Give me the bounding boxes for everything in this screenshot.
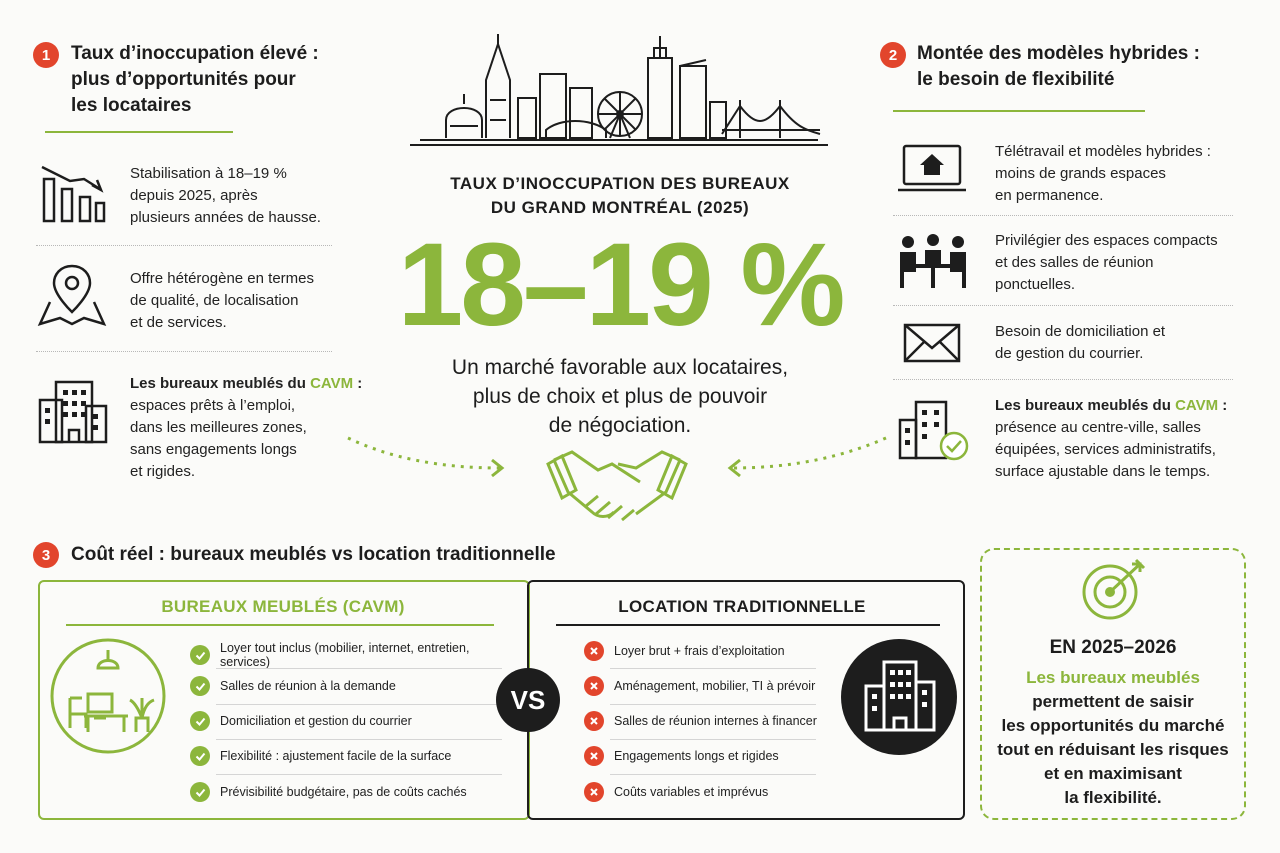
divider <box>893 379 1233 380</box>
furnished-list <box>190 638 510 808</box>
section-1-title <box>71 41 371 119</box>
check-icon <box>190 746 210 766</box>
section-1-rule <box>45 131 233 133</box>
section-2-title <box>917 41 1237 93</box>
item-line: de qualité, de localisation <box>130 292 299 309</box>
item-line: espaces prêts à l’emploi, <box>130 397 296 414</box>
conclusion-line: et en maximisant <box>1044 764 1182 783</box>
section-2-title-line: le besoin de flexibilité <box>917 69 1115 90</box>
item-line: présence au centre-ville, salles <box>995 419 1201 436</box>
list-item-label: Flexibilité : ajustement facile de la surface <box>220 749 452 763</box>
list-item <box>190 746 451 766</box>
item-line: Télétravail et modèles hybrides : <box>995 143 1211 160</box>
list-item-label: Aménagement, mobilier, TI à prévoir <box>614 679 816 693</box>
target-icon <box>1078 558 1150 620</box>
item-line: Offre hétérogène en termes <box>130 270 314 287</box>
subtitle-line: Un marché favorable aux locataires, <box>451 356 789 379</box>
traditional-list <box>584 638 824 808</box>
item-line: depuis 2025, après <box>130 187 258 204</box>
center-title <box>415 172 825 220</box>
section-1-item-2 <box>130 268 340 334</box>
envelope-icon <box>902 322 962 364</box>
traditional-lease-heading: LOCATION TRADITIONNELLE <box>618 597 866 616</box>
map-pin-icon <box>36 262 108 328</box>
divider <box>36 245 332 246</box>
check-icon <box>190 711 210 731</box>
arrows-handshake-graphic <box>340 420 900 540</box>
section-1-item-3 <box>130 373 370 483</box>
item-line: sans engagements longs <box>130 441 297 458</box>
furnished-rule <box>66 624 494 626</box>
section-2-item-2 <box>995 230 1245 296</box>
section-2-item-3 <box>995 321 1245 365</box>
cavm-accent: CAVM <box>1175 397 1219 414</box>
check-icon <box>190 645 210 665</box>
conclusion-accent-line: Les bureaux meublés <box>1026 668 1200 687</box>
divider <box>893 305 1233 306</box>
cross-icon <box>584 676 604 696</box>
list-item <box>190 641 510 669</box>
office-building-icon <box>36 378 110 444</box>
divider <box>610 739 816 740</box>
section-1-title-line: plus d’opportunités pour <box>71 69 296 90</box>
meeting-people-icon <box>896 232 970 290</box>
traditional-building-icon <box>840 638 958 756</box>
item-line <box>130 373 370 395</box>
list-item <box>584 711 817 731</box>
section-1-item-1 <box>130 163 340 229</box>
section-3-badge: 3 <box>33 542 59 568</box>
list-item <box>190 676 396 696</box>
list-item-label: Loyer brut + frais d’exploitation <box>614 644 785 658</box>
item-line: surface ajustable dans le temps. <box>995 463 1211 480</box>
list-item <box>584 782 768 802</box>
divider <box>216 739 502 740</box>
divider <box>610 668 816 669</box>
declining-bar-chart-icon <box>40 163 106 225</box>
item-line: et des salles de réunion <box>995 254 1154 271</box>
conclusion-line: les opportunités du marché <box>1001 716 1225 735</box>
cross-icon <box>584 641 604 661</box>
item-line: et de services. <box>130 314 227 331</box>
conclusion-heading: EN 2025–2026 <box>1049 637 1177 658</box>
divider <box>36 351 332 352</box>
center-title-line: DU GRAND MONTRÉAL (2025) <box>490 198 750 217</box>
list-item <box>584 676 815 696</box>
section-2-title-line: Montée des modèles hybrides : <box>917 43 1200 64</box>
building-check-icon <box>896 398 972 462</box>
subtitle-line: de négociation. <box>548 414 692 437</box>
section-1-title-line: les locataires <box>71 95 192 116</box>
list-item-label: Salles de réunion à la demande <box>220 679 396 693</box>
list-item <box>584 746 779 766</box>
furnished-offices-heading: BUREAUX MEUBLÉS (CAVM) <box>161 597 405 616</box>
list-item <box>190 782 467 802</box>
laptop-home-icon <box>896 142 968 198</box>
item-line: Privilégier des espaces compacts <box>995 232 1218 249</box>
subtitle-line: plus de choix et plus de pouvoir <box>472 385 768 408</box>
divider <box>216 774 502 775</box>
item-line: plusieurs années de hausse. <box>130 209 321 226</box>
list-item-label: Domiciliation et gestion du courrier <box>220 714 412 728</box>
item-suffix: : <box>1218 397 1228 414</box>
conclusion-line: tout en réduisant les risques <box>997 740 1229 759</box>
item-line: dans les meilleures zones, <box>130 419 307 436</box>
conclusion-line: permettent de saisir <box>1032 692 1194 711</box>
list-item-label: Loyer tout inclus (mobilier, internet, entretien, services) <box>220 641 470 669</box>
cavm-accent: CAVM <box>310 375 354 392</box>
item-line: de gestion du courrier. <box>995 345 1144 362</box>
cross-icon <box>584 746 604 766</box>
section-2-rule <box>893 110 1145 112</box>
vs-badge: VS <box>496 668 560 732</box>
list-item-label: Engagements longs et rigides <box>614 749 779 763</box>
list-item-label: Salles de réunion internes à financer <box>614 714 817 728</box>
item-line: et rigides. <box>130 463 196 480</box>
conclusion-line: la flexibilité. <box>1064 788 1162 807</box>
divider <box>610 704 816 705</box>
list-item <box>584 641 785 661</box>
traditional-rule <box>556 624 940 626</box>
divider <box>610 774 816 775</box>
item-prefix: Les bureaux meublés du <box>995 397 1176 414</box>
item-prefix: Les bureaux meublés du <box>130 375 311 392</box>
item-line: moins de grands espaces <box>995 165 1166 182</box>
center-title-line: TAUX D’INOCCUPATION DES BUREAUX <box>450 174 790 193</box>
vacancy-rate-value: 18–19 % <box>397 219 843 351</box>
section-2-item-1 <box>995 141 1245 207</box>
list-item-label: Prévisibilité budgétaire, pas de coûts cachés <box>220 785 467 799</box>
cross-icon <box>584 711 604 731</box>
conclusion-text <box>984 666 1242 810</box>
divider <box>893 215 1233 216</box>
section-2-item-4 <box>995 395 1265 483</box>
divider <box>216 668 502 669</box>
montreal-skyline-icon <box>410 30 828 150</box>
right-dotted-arrow <box>732 438 886 468</box>
furnished-office-icon <box>48 636 168 756</box>
list-item <box>190 711 412 731</box>
cross-icon <box>584 782 604 802</box>
item-line: en permanence. <box>995 187 1104 204</box>
item-line: Besoin de domiciliation et <box>995 323 1166 340</box>
item-line: ponctuelles. <box>995 276 1076 293</box>
section-3-title: Coût réel : bureaux meublés vs location traditionnelle <box>71 544 556 565</box>
check-icon <box>190 782 210 802</box>
check-icon <box>190 676 210 696</box>
left-dotted-arrow <box>348 438 500 468</box>
section-1-badge: 1 <box>33 42 59 68</box>
item-line: équipées, services administratifs, <box>995 441 1216 458</box>
item-line <box>995 395 1265 417</box>
section-2-badge: 2 <box>880 42 906 68</box>
item-line: Stabilisation à 18–19 % <box>130 165 287 182</box>
list-item-label: Coûts variables et imprévus <box>614 785 769 799</box>
section-1-title-line: Taux d’inoccupation élevé : <box>71 43 319 64</box>
divider <box>216 704 502 705</box>
handshake-icon <box>548 452 686 520</box>
item-suffix: : <box>353 375 363 392</box>
